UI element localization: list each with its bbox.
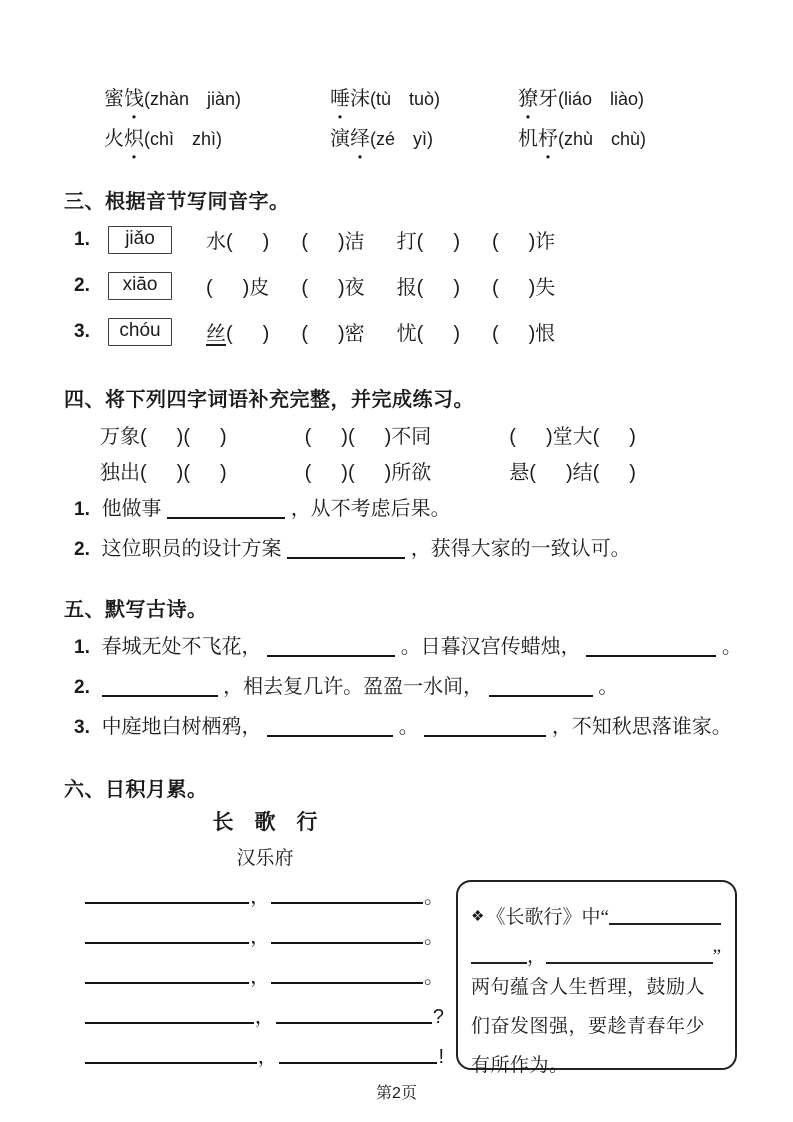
- poem-dictation-line: [74, 670, 618, 699]
- close-quote-mark: ”: [712, 946, 721, 967]
- word-item: [518, 122, 646, 149]
- answer-blank: [167, 499, 285, 519]
- poem-note-box: [456, 880, 737, 1076]
- answer-blank: [287, 539, 405, 559]
- item-number: 1.: [74, 499, 90, 520]
- comma-mark: ，: [250, 966, 271, 988]
- fill-group: ( )诈: [491, 231, 556, 253]
- poem-text: ，不知秋思落谁家。: [551, 716, 732, 738]
- word-item: [104, 82, 330, 109]
- fill-group: 报( ): [396, 277, 460, 299]
- poem-text: 。: [598, 676, 619, 698]
- poem-text: 。日暮汉宫传蜡烛，: [400, 636, 581, 658]
- poem-text: ，相去复几许。盈盈一水间，: [223, 676, 484, 698]
- answer-blank: [271, 902, 423, 904]
- idiom-blank: ( )( )所欲: [304, 462, 432, 484]
- end-punctuation: !: [438, 1046, 444, 1068]
- answer-blank: [85, 982, 249, 984]
- word-characters: 牙: [538, 88, 558, 110]
- item-number: 1.: [74, 637, 90, 658]
- fill-group-rest: ( ): [226, 323, 270, 345]
- homophone-row: [74, 271, 587, 300]
- section5-title: 五、默写古诗。: [64, 599, 208, 621]
- end-punctuation: 。: [424, 966, 444, 988]
- fill-sentence: [74, 492, 451, 521]
- page-number: 第2页: [376, 1085, 417, 1102]
- answer-blank: [586, 637, 716, 657]
- answer-blank: [609, 923, 721, 925]
- pinyin-options: (zhù chù): [558, 129, 647, 149]
- verse-row: [85, 908, 445, 948]
- item-number: 2.: [74, 539, 90, 560]
- word-characters: 机: [518, 128, 538, 150]
- idiom-blank: 悬( )结( ): [509, 462, 636, 484]
- word-item: [330, 122, 518, 149]
- answer-blank: [276, 1022, 432, 1024]
- note-line: [471, 890, 721, 929]
- pinyin-options: (chì zhì): [144, 129, 223, 149]
- comma-mark: ，: [250, 926, 271, 948]
- note-body-text: 两句蕴含人生哲理，鼓励人们奋发图强，要趁青春年少有所作为。: [471, 977, 706, 1076]
- end-punctuation: 。: [424, 926, 444, 948]
- sentence-text: 这位职员的设计方案: [101, 538, 282, 560]
- note-text: 《长歌行》中“: [486, 907, 609, 928]
- dotted-character: 炽: [124, 128, 144, 150]
- word-pronunciation-list: [104, 82, 646, 149]
- answer-blank: [85, 942, 249, 944]
- poem-text: 。: [721, 636, 742, 658]
- pinyin-options: (zé yì): [370, 129, 433, 149]
- pinyin-options: (zhàn jiàn): [144, 89, 242, 109]
- pinyin-options: (liáo liào): [558, 89, 645, 109]
- answer-blank: [267, 717, 393, 737]
- item-number: 2.: [74, 677, 90, 698]
- syllable-box: chóu: [108, 318, 172, 346]
- sentence-text: 他做事: [101, 498, 162, 520]
- comma-mark: ，: [250, 886, 271, 908]
- word-characters: 沫: [350, 88, 370, 110]
- poem-title: 长 歌 行: [212, 811, 318, 834]
- poem-text: 春城无处不飞花，: [101, 636, 262, 658]
- answer-blank: [279, 1062, 438, 1064]
- comma-mark: ，: [254, 1006, 275, 1028]
- idiom-row: [100, 420, 636, 449]
- dotted-character: 獠: [518, 88, 538, 110]
- section3-title: 三、根据音节写同音字。: [64, 191, 290, 213]
- fill-group: [206, 317, 269, 346]
- idiom-blank: ( )堂大( ): [509, 426, 636, 448]
- underlined-character: 丝: [206, 323, 226, 345]
- answer-blank: [85, 1062, 257, 1064]
- item-number: 3.: [74, 320, 90, 342]
- homophone-row: [74, 225, 587, 254]
- item-number: 3.: [74, 717, 90, 738]
- fill-group: ( )失: [491, 277, 556, 299]
- item-number: 2.: [74, 274, 90, 296]
- comma-mark: ，: [527, 946, 547, 967]
- fill-group: ( )洁: [301, 231, 365, 253]
- word-characters: 蜜: [104, 88, 124, 110]
- syllable-box: jiǎo: [108, 226, 172, 254]
- idiom-blank: 独出( )( ): [100, 462, 227, 484]
- idiom-blank: ( )( )不同: [304, 426, 432, 448]
- note-line: [471, 929, 721, 968]
- word-item: [104, 122, 330, 149]
- word-characters: 火: [104, 128, 124, 150]
- end-punctuation: 。: [424, 886, 444, 908]
- answer-blank: [267, 637, 395, 657]
- idiom-blank: 万象( )( ): [100, 426, 227, 448]
- verse-row: [85, 868, 445, 908]
- sentence-text: ，从不考虑后果。: [290, 498, 451, 520]
- verse-row: [85, 988, 445, 1028]
- dotted-character: 绎: [350, 128, 370, 150]
- answer-blank: [546, 962, 713, 964]
- comma-mark: ，: [257, 1046, 278, 1068]
- poem-dictation-line: [74, 710, 732, 739]
- word-item: [518, 82, 646, 109]
- idiom-row: [100, 456, 636, 485]
- answer-blank: [471, 962, 527, 964]
- sentence-text: ，获得大家的一致认可。: [410, 538, 631, 560]
- answer-blank: [489, 677, 593, 697]
- section4-title: 四、将下列四字词语补充完整，并完成练习。: [64, 389, 474, 411]
- verse-row: [85, 1028, 445, 1068]
- answer-blank: [271, 942, 423, 944]
- dotted-character: 杼: [538, 128, 558, 150]
- answer-blank: [85, 902, 249, 904]
- fill-group: ( )恨: [491, 323, 556, 345]
- fill-group: ( )密: [301, 323, 365, 345]
- end-punctuation: ?: [432, 1006, 444, 1028]
- poem-dictation-line: [74, 630, 742, 659]
- fill-sentence: [74, 532, 631, 561]
- word-item: [330, 82, 518, 109]
- item-number: 1.: [74, 228, 90, 250]
- word-characters: 演: [330, 128, 350, 150]
- homophone-row: [74, 317, 587, 346]
- fill-group: 水( ): [206, 231, 270, 253]
- syllable-box: xiāo: [108, 272, 172, 300]
- answer-blank: [271, 982, 423, 984]
- poem-author: 汉乐府: [236, 848, 294, 869]
- pinyin-options: (tù tuò): [370, 89, 441, 109]
- fill-group: 打( ): [396, 231, 460, 253]
- answer-blank: [424, 717, 546, 737]
- diamond-bullet-icon: ❖: [471, 909, 485, 925]
- verse-row: [85, 948, 445, 988]
- fill-group: 忧( ): [396, 323, 460, 345]
- fill-group: ( )夜: [301, 277, 365, 299]
- answer-blank: [85, 1022, 254, 1024]
- section6-title: 六、日积月累。: [64, 779, 208, 801]
- fill-group: ( )皮: [206, 277, 270, 299]
- poem-text: 中庭地白树栖鸦，: [101, 716, 262, 738]
- poem-blank-lines: [85, 868, 445, 1068]
- dotted-character: 唾: [330, 88, 350, 110]
- answer-blank: [102, 677, 218, 697]
- dotted-character: 饯: [124, 88, 144, 110]
- poem-text: 。: [398, 716, 419, 738]
